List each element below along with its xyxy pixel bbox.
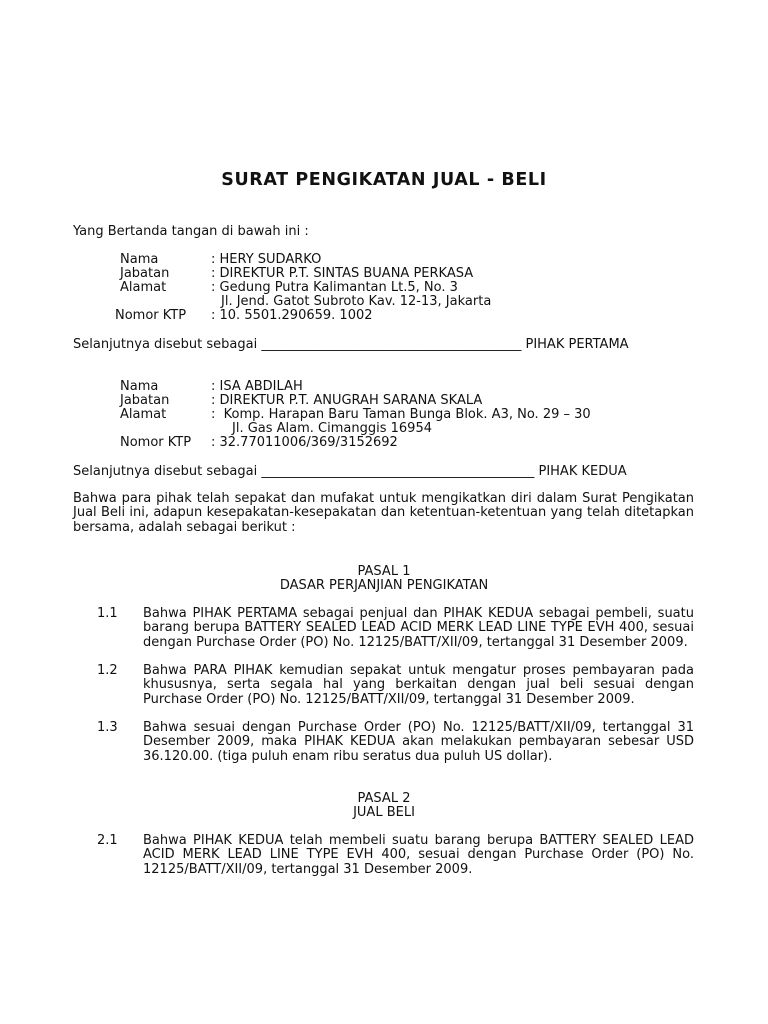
party2-alamat-label: Alamat bbox=[120, 407, 167, 422]
party1-nama-label: Nama bbox=[120, 252, 159, 267]
party1-designation: Selanjutnya disebut sebagai ________________________________________ PIHAK PERTAMA bbox=[73, 337, 629, 352]
party1-jabatan-label: Jabatan bbox=[120, 266, 170, 281]
party2-jabatan-label: Jabatan bbox=[120, 393, 170, 408]
party1-alamat-line1: : Gedung Putra Kalimantan Lt.5, No. 3 bbox=[211, 280, 458, 295]
pasal1-item-text: Bahwa sesuai dengan Purchase Order (PO) No. 12125/BATT/XII/09, tertanggal 31 Desember 2009, maka PIHAK KEDUA akan melakukan pembayaran sebesar USD 36.120.00. (tiga puluh enam ribu seratus dua puluh US dollar). bbox=[143, 720, 694, 764]
pasal2-item-text: Bahwa PIHAK KEDUA telah membeli suatu barang berupa BATTERY SEALED LEAD ACID MERK LEAD LINE TYPE EVH 400, sesuai dengan Purchase Order (PO) No. 12125/BATT/XII/09, tertanggal 31 Desember 2009. bbox=[143, 833, 694, 877]
pasal1-item-number: 1.3 bbox=[97, 720, 118, 735]
party2-designation: Selanjutnya disebut sebagai __________________________________________ PIHAK KEDUA bbox=[73, 464, 627, 479]
party1-jabatan-value: : DIREKTUR P.T. SINTAS BUANA PERKASA bbox=[211, 266, 474, 281]
pasal2-item-number: 2.1 bbox=[97, 833, 118, 848]
party2-alamat-line2: Jl. Gas Alam. Cimanggis 16954 bbox=[232, 421, 432, 436]
party2-jabatan-value: : DIREKTUR P.T. ANUGRAH SARANA SKALA bbox=[211, 393, 483, 408]
party1-ktp-value: : 10. 5501.290659. 1002 bbox=[211, 308, 373, 323]
party2-alamat-line1: : Komp. Harapan Baru Taman Bunga Blok. A3, No. 29 – 30 bbox=[211, 407, 591, 422]
party2-nama-value: : ISA ABDILAH bbox=[211, 379, 303, 394]
pasal1-item-text: Bahwa PARA PIHAK kemudian sepakat untuk mengatur proses pembayaran pada khususnya, serta segala hal yang berkaitan dengan jual beli sesuai dengan Purchase Order (PO) No. 12125/BATT/XII/09, tertanggal 31 Desember 2009. bbox=[143, 663, 694, 707]
pasal2-subheading: JUAL BELI bbox=[353, 805, 415, 820]
pasal1-subheading: DASAR PERJANJIAN PENGIKATAN bbox=[279, 578, 489, 593]
agreement-paragraph: Bahwa para pihak telah sepakat dan mufakat untuk mengikatkan diri dalam Surat Pengikatan Jual Beli ini, adapun kesepakatan-kesepakatan dan ketentuan-ketentuan yang telah ditetapkan bersama, adalah sebagai berikut : bbox=[73, 491, 694, 535]
party2-nama-label: Nama bbox=[120, 379, 159, 394]
pasal1-item-number: 1.1 bbox=[97, 606, 118, 621]
document-title: SURAT PENGIKATAN JUAL - BELI bbox=[221, 170, 547, 190]
pasal1-heading: PASAL 1 bbox=[357, 564, 411, 579]
party1-nama-value: : HERY SUDARKO bbox=[211, 252, 322, 267]
intro-text: Yang Bertanda tangan di bawah ini : bbox=[73, 224, 309, 239]
party2-ktp-label: Nomor KTP bbox=[120, 435, 192, 450]
pasal1-item-number: 1.2 bbox=[97, 663, 118, 678]
pasal2-heading: PASAL 2 bbox=[357, 791, 411, 806]
party1-alamat-line2: Jl. Jend. Gatot Subroto Kav. 12-13, Jakarta bbox=[221, 294, 492, 309]
pasal1-item-text: Bahwa PIHAK PERTAMA sebagai penjual dan PIHAK KEDUA sebagai pembeli, suatu barang berupa BATTERY SEALED LEAD ACID MERK LEAD LINE TYPE EVH 400, sesuai dengan Purchase Order (PO) No. 12125/BATT/XII/09, tertanggal 31 Desember 2009. bbox=[143, 606, 694, 650]
party1-alamat-label: Alamat bbox=[120, 280, 167, 295]
party2-ktp-value: : 32.77011006/369/3152692 bbox=[211, 435, 398, 450]
party1-ktp-label: Nomor KTP bbox=[115, 308, 187, 323]
